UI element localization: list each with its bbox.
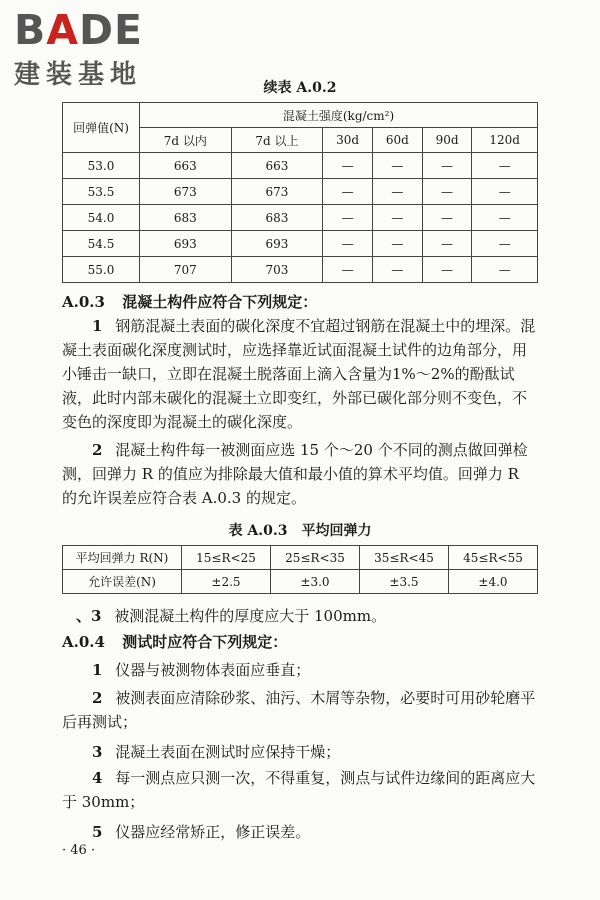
paragraph-a04-5 <box>62 820 538 844</box>
cell: 683 <box>140 205 232 231</box>
cell: 693 <box>231 231 323 257</box>
paragraph-a04-2 <box>62 686 538 734</box>
col-header: 7d 以内 <box>140 128 232 153</box>
cell: — <box>372 153 422 179</box>
cell: ±4.0 <box>449 570 538 594</box>
item-number: 1 <box>92 661 103 679</box>
cell: 35≤R<45 <box>360 546 449 570</box>
cell: — <box>472 205 538 231</box>
col-header: 90d <box>422 128 472 153</box>
page-number: · 46 · <box>62 843 96 858</box>
cell: 允许误差(N) <box>63 570 182 594</box>
table1-caption: 续表 A.0.2 <box>263 80 337 96</box>
item-text: 仪器与被测物体表面应垂直； <box>115 661 311 679</box>
section-title: 混凝土构件应符合下列规定： <box>122 293 318 311</box>
table-row <box>63 231 538 257</box>
item-text: 被测表面应清除砂浆、油污、木屑等杂物，必要时可用砂轮磨平后再测试； <box>62 689 536 731</box>
row-header: 回弹值(N) <box>63 103 140 153</box>
table-row <box>63 153 538 179</box>
cell: 53.0 <box>63 153 140 179</box>
paragraph-a04-1 <box>62 658 538 682</box>
logo-tagline: 建装基地 <box>14 60 143 90</box>
logo-wordmark: BADE <box>14 6 144 54</box>
cell: 703 <box>231 257 323 283</box>
table2-caption: 表 A.0.3 平均回弹力 <box>228 523 372 539</box>
paragraph-item-2 <box>62 438 538 510</box>
cell: 673 <box>231 179 323 205</box>
cell: ±3.5 <box>360 570 449 594</box>
table-row <box>63 546 538 570</box>
item-text: 被测混凝土构件的厚度应大于 100mm。 <box>114 607 387 625</box>
cell: 54.5 <box>63 231 140 257</box>
cell: — <box>372 205 422 231</box>
col-header: 30d <box>323 128 373 153</box>
section-a03-heading <box>62 290 538 314</box>
cell: — <box>422 257 472 283</box>
cell: — <box>372 179 422 205</box>
item-number: 、3 <box>76 607 102 625</box>
section-number: A.0.3 <box>62 293 105 311</box>
strength-table <box>62 102 538 283</box>
paragraph-item-1 <box>62 314 538 434</box>
cell: ±3.0 <box>271 570 360 594</box>
table-row <box>63 257 538 283</box>
item-number: 2 <box>92 441 103 459</box>
cell: 15≤R<25 <box>182 546 271 570</box>
cell: — <box>472 179 538 205</box>
cell: 53.5 <box>63 179 140 205</box>
cell: 673 <box>140 179 232 205</box>
cell: 663 <box>231 153 323 179</box>
col-header: 120d <box>472 128 538 153</box>
group-header: 混凝土强度(kg/cm²) <box>140 103 538 128</box>
cell: 54.0 <box>63 205 140 231</box>
cell: 平均回弹力 R(N) <box>63 546 182 570</box>
item-number: 4 <box>92 769 103 787</box>
item-number: 2 <box>92 689 103 707</box>
item-text: 混凝土表面在测试时应保持干燥； <box>115 743 341 761</box>
cell: — <box>323 257 373 283</box>
cell: 25≤R<35 <box>271 546 360 570</box>
cell: — <box>422 231 472 257</box>
cell: — <box>372 231 422 257</box>
item-text: 钢筋混凝土表面的碳化深度不宜超过钢筋在混凝土中的埋深。混凝土表面碳化深度测试时，应选择靠近试面混凝土试件的边角部分，用小锤击一缺口，立即在混凝土脱落面上滴入含量为1%～2%的酚酞试液，此时内部未碳化的混凝土立即变红，外部已碳化部分则不变色，不变色的深度即为混凝土的碳化深度。 <box>62 317 536 431</box>
item-text: 仪器应经常矫正，修正误差。 <box>115 823 311 841</box>
cell: 693 <box>140 231 232 257</box>
section-number: A.0.4 <box>62 633 105 651</box>
table-row <box>63 570 538 594</box>
cell: — <box>323 179 373 205</box>
cell: — <box>422 179 472 205</box>
item-number: 1 <box>92 317 103 335</box>
cell: — <box>472 153 538 179</box>
table-row <box>63 205 538 231</box>
cell: — <box>472 231 538 257</box>
cell: 683 <box>231 205 323 231</box>
cell: 45≤R<55 <box>449 546 538 570</box>
cell: — <box>422 205 472 231</box>
cell: — <box>422 153 472 179</box>
cell: — <box>323 231 373 257</box>
table-row <box>63 179 538 205</box>
col-header: 7d 以上 <box>231 128 323 153</box>
section-a04-heading <box>62 630 538 654</box>
item-number: 3 <box>92 743 103 761</box>
cell: — <box>323 153 373 179</box>
cell: 55.0 <box>63 257 140 283</box>
item-number: 5 <box>92 823 103 841</box>
col-header: 60d <box>372 128 422 153</box>
paragraph-item-3 <box>62 604 538 628</box>
paragraph-a04-3 <box>62 740 538 764</box>
cell: 663 <box>140 153 232 179</box>
paragraph-a04-4 <box>62 766 538 814</box>
cell: 707 <box>140 257 232 283</box>
cell: — <box>323 205 373 231</box>
cell: — <box>472 257 538 283</box>
cell: ±2.5 <box>182 570 271 594</box>
rebound-table <box>62 545 538 594</box>
section-title: 测试时应符合下列规定： <box>122 633 288 651</box>
item-text: 每一测点应只测一次，不得重复，测点与试件边缘间的距离应大于 30mm； <box>62 769 536 811</box>
cell: — <box>372 257 422 283</box>
item-text: 混凝土构件每一被测面应选 15 个～20 个不同的测点做回弹检测，回弹力 R 的值应为排除最大值和最小值的算术平均值。回弹力 R 的允许误差应符合表 A.0.3 的规定。 <box>62 441 528 507</box>
